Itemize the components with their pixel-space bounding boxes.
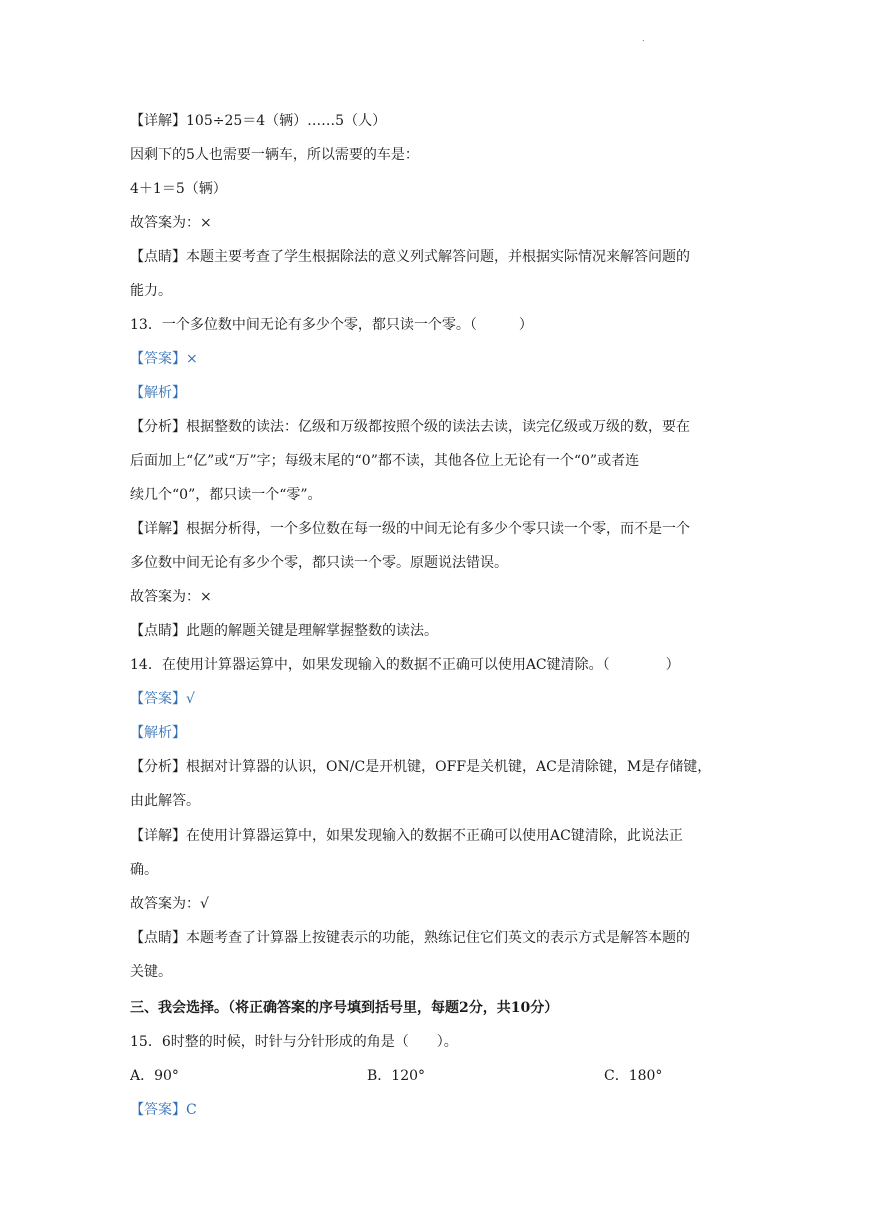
q13-analysis-header: 【解析】 <box>130 385 186 401</box>
q14-answer-line: 故答案为：√ <box>130 896 209 912</box>
q13-answer-line: 故答案为：× <box>130 589 212 605</box>
q14-comment-2: 关键。 <box>130 964 172 980</box>
q13-detail-2: 多位数中间无论有多少个零，都只读一个零。原题说法错误。 <box>130 555 508 571</box>
q12-detail-line2: 因剩下的5人也需要一辆车，所以需要的车是： <box>130 147 419 163</box>
q12-comment-2: 能力。 <box>130 283 172 299</box>
q14-analysis-header: 【解析】 <box>130 725 186 741</box>
q14-answer: 【答案】√ <box>130 691 195 707</box>
q15-answer: 【答案】C <box>130 1102 197 1118</box>
q12-answer-line: 故答案为：× <box>130 215 212 231</box>
q13-analysis-2: 后面加上“亿”或“万”字；每级末尾的“0”都不读，其他各位上无论有一个“0”或者连 <box>130 453 640 469</box>
section-3-title: 三、我会选择。（将正确答案的序号填到括号里，每题2分，共10分） <box>130 1000 559 1016</box>
q15-option-c: C．180° <box>604 1068 663 1084</box>
q13-analysis-3: 续几个“0”，都只读一个“零”。 <box>130 487 322 503</box>
q15-option-b: B．120° <box>367 1068 426 1084</box>
q15-option-a: A．90° <box>130 1068 179 1084</box>
q14-analysis-2: 由此解答。 <box>130 793 200 809</box>
q13-analysis-1: 【分析】根据整数的读法：亿级和万级都按照个级的读法去读，读完亿级或万级的数，要在 <box>130 419 690 435</box>
q12-detail-line3: 4＋1＝5（辆） <box>130 181 227 197</box>
q13-answer: 【答案】× <box>130 351 198 367</box>
q14-comment-1: 【点睛】本题考查了计算器上按键表示的功能，熟练记住它们英文的表示方式是解答本题的 <box>130 930 690 946</box>
q13-detail-1: 【详解】根据分析得，一个多位数在每一级的中间无论有多少个零只读一个零，而不是一个 <box>130 521 690 537</box>
q12-detail: 【详解】105÷25＝4（辆）……5（人） <box>130 113 387 129</box>
q13-comment: 【点睛】此题的解题关键是理解掌握整数的读法。 <box>130 623 438 639</box>
q14-detail-2: 确。 <box>130 862 158 878</box>
q14-question: 14．在使用计算器运算中，如果发现输入的数据不正确可以使用AC键清除。（ ） <box>130 657 680 673</box>
q13-question: 13．一个多位数中间无论有多少个零，都只读一个零。（ ） <box>130 317 533 333</box>
header-mark: . <box>642 34 645 43</box>
q12-comment-1: 【点睛】本题主要考查了学生根据除法的意义列式解答问题，并根据实际情况来解答问题的 <box>130 249 690 265</box>
q15-question: 15．6时整的时候，时针与分针形成的角是（ ）。 <box>130 1034 458 1050</box>
q14-detail-1: 【详解】在使用计算器运算中，如果发现输入的数据不正确可以使用AC键清除，此说法正 <box>130 828 683 844</box>
q14-analysis-1: 【分析】根据对计算器的认识，ON/C是开机键，OFF是关机键，AC是清除键，M是存储键， <box>130 759 712 775</box>
